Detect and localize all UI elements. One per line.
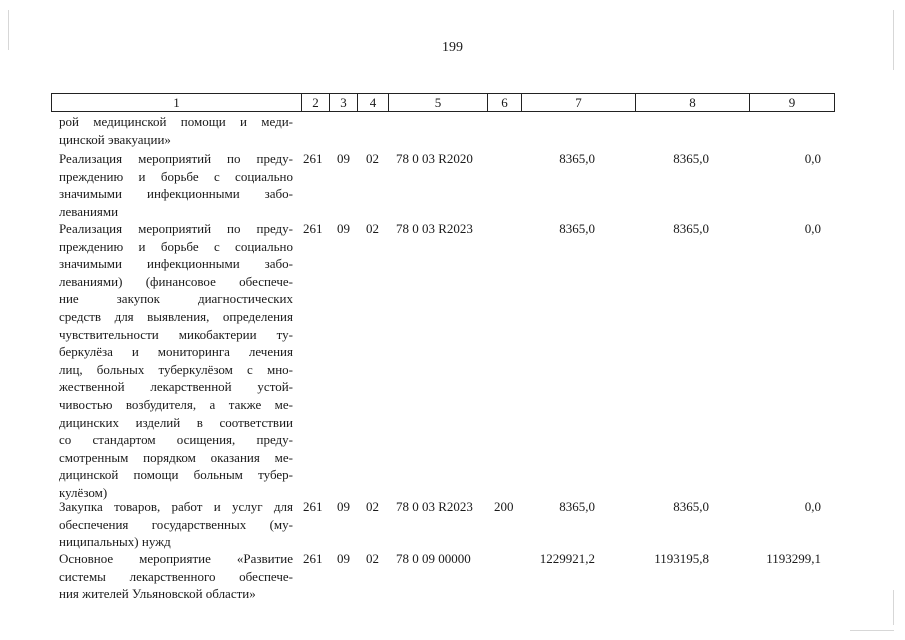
- text-line: чувствительности микобактерии ту-: [59, 326, 293, 342]
- header-col-1: 1: [52, 94, 302, 111]
- cell-col-9: 1193299,1: [766, 551, 821, 566]
- text-line: леваниями: [59, 203, 119, 219]
- cell-col-5: 78 0 03 R2023: [396, 221, 473, 236]
- cell-col-5: 78 0 03 R2023: [396, 499, 473, 514]
- text-line: цинской эвакуации»: [59, 131, 171, 147]
- header-col-5: 5: [389, 94, 488, 111]
- header-col-9: 9: [788, 95, 796, 110]
- cell-col-3: 09: [337, 151, 350, 166]
- cell-col-8: 8365,0: [673, 151, 709, 166]
- cell-col-7: 1229921,2: [539, 551, 595, 566]
- text-line: системы лекарственного обеспече-: [59, 568, 293, 584]
- page-number: 199: [442, 40, 463, 55]
- text-line: кулёзом): [59, 484, 108, 500]
- text-line: преждению и борьбе с социально: [59, 168, 293, 184]
- table-header: [51, 93, 835, 112]
- scan-border-bottom: [850, 630, 894, 631]
- row-description: [59, 150, 293, 220]
- cell-col-9: 0,0: [804, 221, 821, 236]
- text-line: рой медицинской помощи и меди-: [59, 114, 293, 129]
- text-line: смотренным порядком оказания ме-: [59, 449, 293, 465]
- cell-col-7: 8365,0: [559, 499, 595, 514]
- cell-col-5: 78 0 03 R2020: [396, 151, 473, 166]
- cell-col-9: 0,0: [804, 151, 821, 166]
- row-description: [59, 498, 293, 551]
- text-line: преждению и борьбе с социально: [59, 238, 293, 254]
- text-line: жественной лекарственной устой-: [59, 379, 293, 395]
- text-line: Основное мероприятие «Развитие: [59, 551, 293, 566]
- cell-col-2: 261: [303, 499, 323, 514]
- text-line: чивостью возбудителя, а также ме-: [59, 396, 293, 412]
- text-line: ниципальных) нужд: [59, 534, 171, 550]
- header-col-4: 4: [358, 94, 389, 111]
- text-line: Реализация мероприятий по преду-: [59, 151, 293, 166]
- text-line: дицинской помощи больным тубер-: [59, 467, 293, 483]
- header-col-6: 6: [488, 94, 522, 111]
- scan-border-right-bottom: [893, 590, 894, 625]
- cell-col-2: 261: [303, 551, 323, 566]
- row-description: [59, 113, 293, 148]
- text-line: значимыми инфекционными забо-: [59, 186, 293, 202]
- cell-col-3: 09: [337, 551, 350, 566]
- cell-col-2: 261: [303, 151, 323, 166]
- cell-col-3: 09: [337, 221, 350, 236]
- cell-col-7: 8365,0: [559, 221, 595, 236]
- cell-col-8: 8365,0: [673, 499, 709, 514]
- cell-col-8: 1193195,8: [654, 551, 709, 566]
- cell-col-8: 8365,0: [673, 221, 709, 236]
- cell-col-6: 200: [494, 499, 514, 514]
- text-line: Закупка товаров, работ и услуг для: [59, 499, 293, 514]
- text-line: Реализация мероприятий по преду-: [59, 221, 293, 236]
- cell-col-7: 8365,0: [559, 151, 595, 166]
- row-description: [59, 550, 293, 603]
- text-line: средств для выявления, определения: [59, 308, 293, 324]
- text-line: дицинских изделий в соответствии: [59, 414, 293, 430]
- cell-col-9: 0,0: [804, 499, 821, 514]
- cell-col-4: 02: [366, 221, 379, 236]
- text-line: ние закупок диагностических: [59, 291, 293, 307]
- header-col-8: 8: [636, 94, 750, 111]
- cell-col-2: 261: [303, 221, 323, 236]
- cell-col-5: 78 0 09 00000: [396, 551, 471, 566]
- text-line: беркулёза и мониторинга лечения: [59, 344, 293, 360]
- text-line: лиц, больных туберкулёзом с мно-: [59, 361, 293, 377]
- row-description: [59, 220, 293, 502]
- text-line: со стандартом осищения, преду-: [59, 432, 293, 448]
- text-line: ния жителей Ульяновской области»: [59, 586, 256, 602]
- cell-col-4: 02: [366, 151, 379, 166]
- text-line: леваниями) (финансовое обеспече-: [59, 273, 293, 289]
- cell-col-4: 02: [366, 551, 379, 566]
- text-line: значимыми инфекционными забо-: [59, 256, 293, 272]
- header-col-3: 3: [330, 94, 358, 111]
- header-col-7: 7: [522, 94, 636, 111]
- cell-col-4: 02: [366, 499, 379, 514]
- cell-col-3: 09: [337, 499, 350, 514]
- text-line: обеспечения государственных (му-: [59, 516, 293, 532]
- header-col-2: 2: [302, 94, 330, 111]
